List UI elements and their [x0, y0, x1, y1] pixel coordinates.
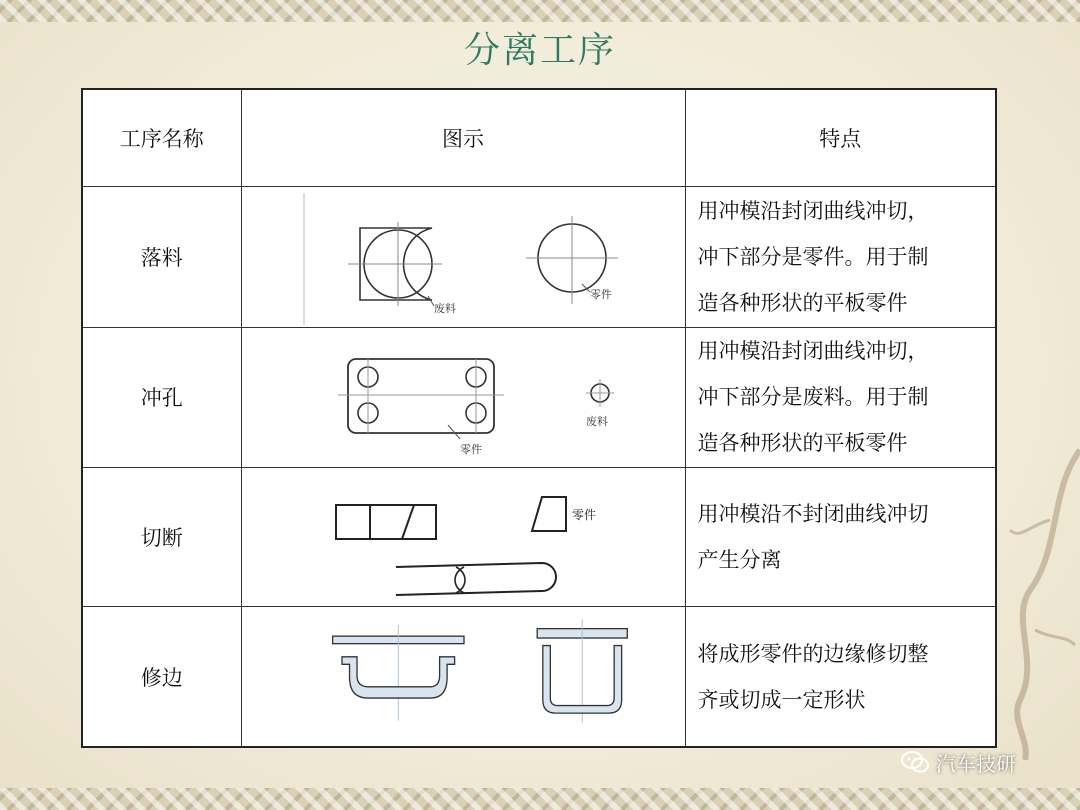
header-features: 特点: [685, 89, 996, 187]
table-row: [82, 468, 996, 607]
wechat-icon: [900, 750, 930, 774]
feature-line: 齐或切成一定形状: [697, 687, 866, 712]
process-name: 冲孔: [82, 327, 241, 468]
feature-line: 用冲模沿封闭曲线冲切，: [697, 339, 929, 364]
feature-line: 产生分离: [697, 548, 782, 573]
part-label: 零件: [571, 507, 596, 522]
table-header-row: [82, 89, 996, 187]
cutoff-diagram: [241, 468, 685, 607]
blanking-figure: [242, 188, 686, 325]
feature-line: 用冲模沿封闭曲线冲切，: [697, 198, 929, 223]
process-table: [81, 88, 997, 748]
punching-figure: [242, 329, 686, 466]
plum-branch-decoration: [990, 430, 1080, 760]
table-row: [82, 607, 996, 747]
trimming-figure: [242, 608, 686, 745]
process-name: 修边: [82, 607, 241, 747]
process-name: 落料: [82, 187, 241, 328]
table-row: [82, 327, 996, 468]
watermark-text: 汽车技研: [936, 751, 1016, 776]
cutoff-figure: [242, 469, 686, 606]
feature-line: 用冲模沿不封闭曲线冲切: [697, 502, 929, 527]
feature-line: 造各种形状的平板零件: [697, 431, 908, 456]
decorative-border-bottom: [0, 788, 1080, 810]
decorative-border-top: [0, 0, 1080, 22]
feature-line: 造各种形状的平板零件: [697, 290, 908, 315]
feature-cell: [685, 327, 996, 468]
part-label: 零件: [589, 288, 612, 302]
watermark: [900, 746, 1016, 778]
process-name: 切断: [82, 468, 241, 607]
feature-cell: [685, 607, 996, 747]
feature-line: 冲下部分是废料。用于制: [697, 385, 929, 410]
feature-line: 冲下部分是零件。用于制: [697, 244, 929, 269]
scrap-label: 废料: [585, 414, 608, 428]
feature-cell: [685, 187, 996, 328]
feature-line: 将成形零件的边缘修切整: [697, 641, 929, 666]
blanking-diagram: [241, 187, 685, 328]
header-diagram: 图示: [241, 89, 685, 187]
trimming-diagram: [241, 607, 685, 747]
scrap-label: 废料: [433, 302, 456, 316]
slide-title: 分离工序: [463, 30, 616, 71]
punching-diagram: [241, 327, 685, 468]
header-process-name: 工序名称: [82, 89, 241, 187]
part-label: 零件: [459, 442, 482, 456]
feature-cell: [685, 468, 996, 607]
table-row: [82, 187, 996, 328]
